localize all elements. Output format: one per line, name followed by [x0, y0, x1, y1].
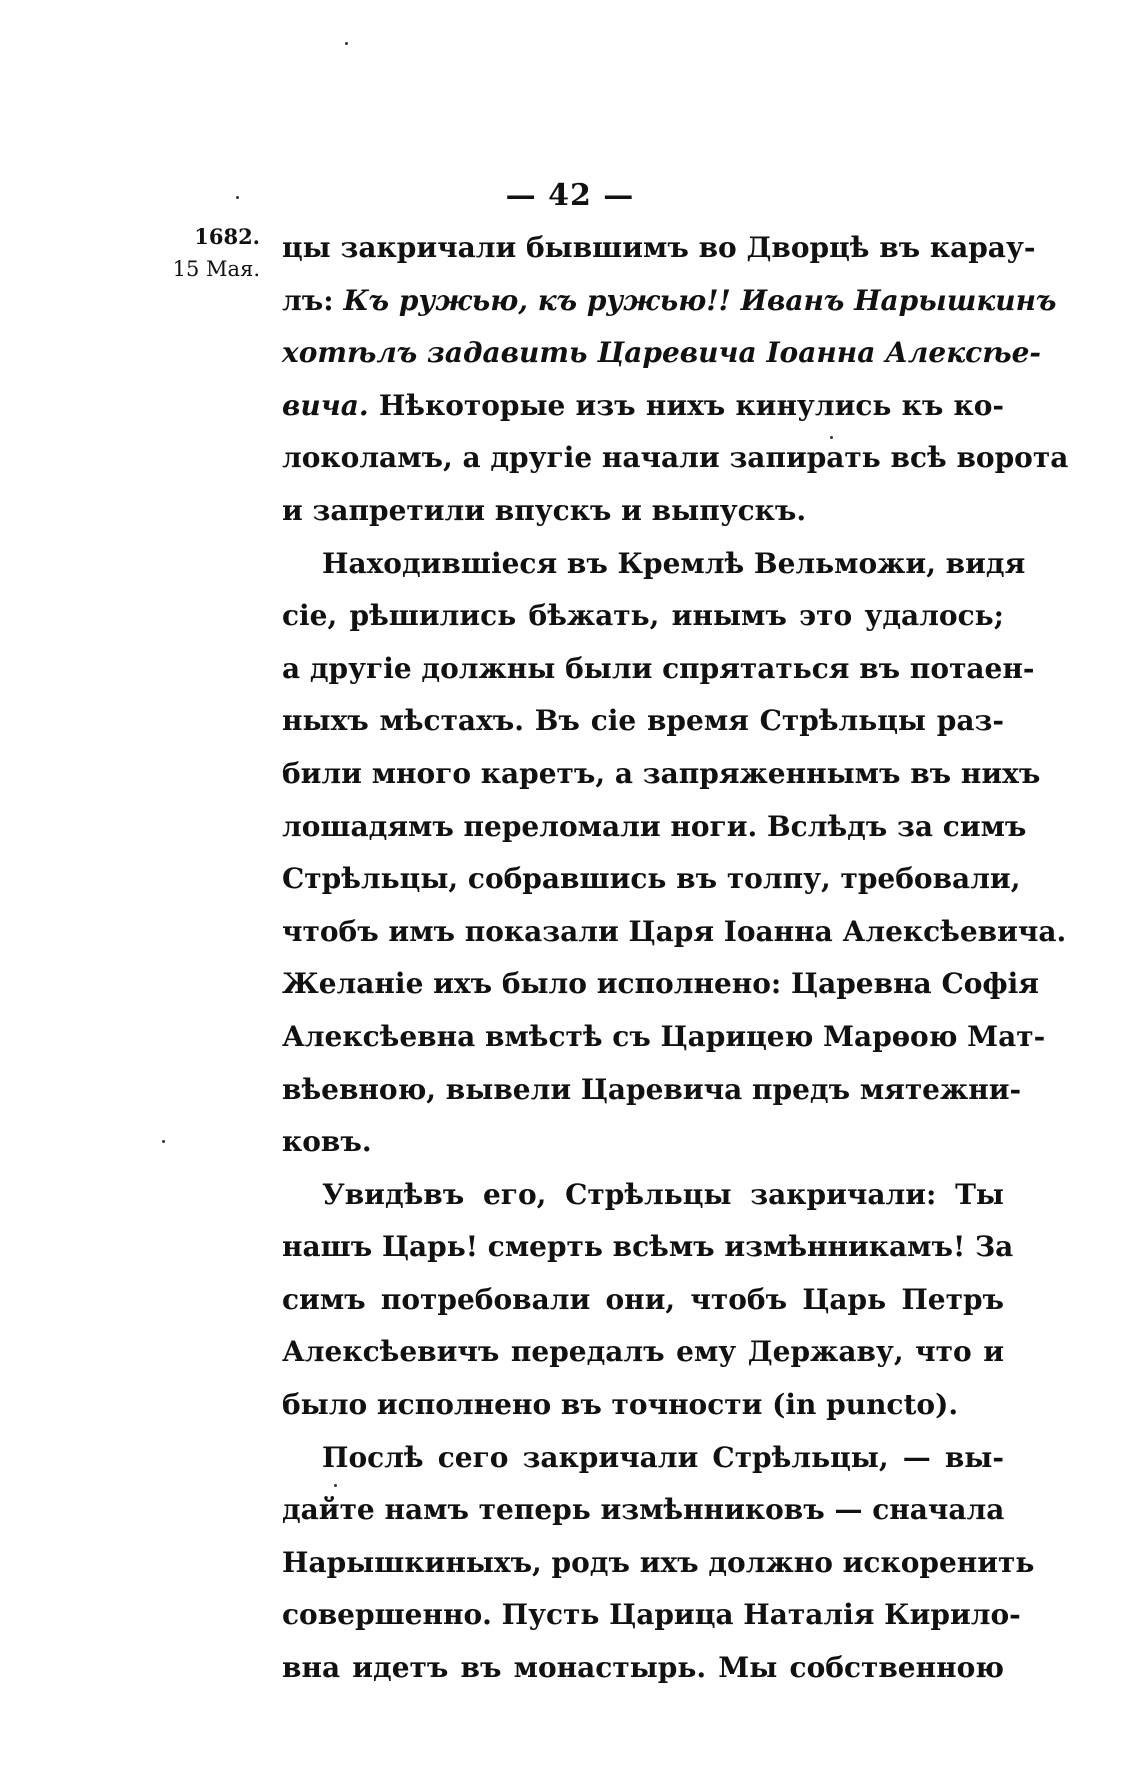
- text-segment: цы закричали бывшимъ во Дворцѣ въ карау-: [282, 231, 1036, 264]
- text-line: [282, 1642, 1004, 1695]
- text-segment: и запретили впускъ и выпускъ.: [282, 493, 807, 527]
- text-line: [282, 327, 1042, 380]
- print-speck: [345, 42, 348, 45]
- text-line: [282, 538, 1026, 591]
- text-segment: лъ:: [282, 283, 344, 317]
- text-line: [282, 906, 1067, 959]
- body-text: [282, 222, 1069, 1695]
- text-line: [282, 1116, 1004, 1169]
- text-segment: Алексѣевичъ передалъ ему Державу, что и: [282, 1335, 1004, 1369]
- text-line: [282, 643, 1035, 696]
- text-segment: нашъ Царь! смерть всѣмъ измѣнникамъ! За: [282, 1230, 1014, 1264]
- text-segment: били много каретъ, а запряженнымъ въ нихъ: [282, 756, 1041, 790]
- text-segment: ковъ.: [282, 1125, 372, 1159]
- text-line: [282, 958, 1039, 1011]
- italic-segment: хотѣлъ задавить Царевича Іоанна Алексѣе-: [282, 336, 1042, 370]
- text-segment: чтобъ имъ показали Царя Іоанна Алексѣевича.: [282, 914, 1067, 948]
- text-segment: Нѣкоторые изъ нихъ кинулись къ ко-: [368, 388, 1004, 422]
- text-line: [282, 1274, 1004, 1327]
- text-line: [282, 1537, 1035, 1590]
- margin-note: [166, 222, 260, 284]
- text-segment: симъ потребовали они, чтобъ Царь Петръ: [282, 1282, 1004, 1316]
- text-line: [282, 432, 1069, 485]
- text-line: [282, 222, 1036, 275]
- print-speck: [830, 436, 833, 439]
- text-segment: Увидѣвъ его, Стрѣльцы закричали: Ты: [322, 1177, 1004, 1211]
- text-segment: дайте намъ теперь измѣнниковъ — сначала: [282, 1493, 1005, 1527]
- text-line: [282, 1379, 1004, 1432]
- text-segment: Находившіеся въ Кремлѣ Вельможи, видя: [322, 546, 1026, 580]
- text-segment: совершенно. Пусть Царица Наталія Кирило-: [282, 1598, 1021, 1632]
- text-line: [282, 1169, 1004, 1222]
- text-line: [282, 801, 1027, 854]
- text-line: [282, 695, 1004, 748]
- text-line: [282, 1221, 1014, 1274]
- page-number: — 42 —: [505, 178, 635, 213]
- text-line: [282, 748, 1041, 801]
- text-line: [282, 1064, 1022, 1117]
- margin-year: 1682.: [194, 224, 260, 249]
- italic-segment: вича.: [282, 388, 369, 422]
- text-segment: Послѣ сего закричали Стрѣльцы, — вы-: [322, 1440, 1004, 1474]
- text-line: [282, 853, 1021, 906]
- margin-date: 15 Мая.: [172, 257, 260, 281]
- text-line: [282, 275, 1057, 328]
- text-segment: ныхъ мѣстахъ. Въ сіе время Стрѣльцы раз-: [282, 704, 1004, 738]
- text-segment: вѣевною, вывели Царевича предъ мятежни-: [282, 1072, 1022, 1106]
- text-line: [282, 1432, 1004, 1485]
- text-line: [282, 1589, 1021, 1642]
- text-segment: было исполнено въ точности (in puncto).: [282, 1388, 959, 1422]
- print-speck: [162, 1140, 165, 1143]
- text-segment: Алексѣевна вмѣстѣ съ Царицею Марѳою Мат-: [282, 1019, 1046, 1053]
- text-segment: лошадямъ переломали ноги. Вслѣдъ за симъ: [282, 809, 1027, 843]
- text-line: [282, 485, 1004, 538]
- text-segment: локоламъ, а другіе начали запирать всѣ ворота: [282, 441, 1069, 475]
- text-line: [282, 1326, 1004, 1379]
- italic-segment: Къ ружью, къ ружью!! Иванъ Нарышкинъ: [343, 283, 1057, 317]
- print-speck: [236, 196, 239, 199]
- text-segment: Желаніе ихъ было исполнено: Царевна Софія: [282, 967, 1039, 1001]
- text-line: [282, 1011, 1046, 1064]
- text-line: [282, 380, 1004, 433]
- text-segment: сіе, рѣшились бѣжать, инымъ это удалось;: [282, 599, 1004, 633]
- text-line: [282, 590, 1004, 643]
- text-segment: вна идетъ въ монастырь. Мы собственною: [282, 1651, 1004, 1685]
- text-segment: а другіе должны были спрятаться въ потаен-: [282, 651, 1035, 685]
- text-segment: Нарышкиныхъ, родъ ихъ должно искоренить: [282, 1545, 1035, 1579]
- text-line: [282, 1484, 1004, 1537]
- print-speck: [334, 1484, 337, 1487]
- text-segment: Стрѣльцы, собравшись въ толпу, требовали,: [282, 862, 1021, 896]
